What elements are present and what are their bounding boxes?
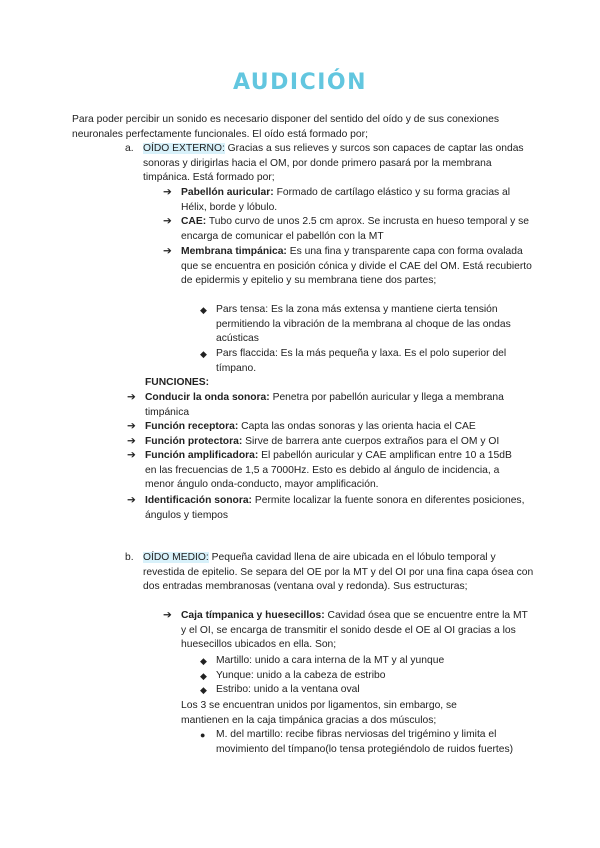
list-item xyxy=(127,391,527,420)
section-b-text: Pequeña cavidad llena de aire ubicada en el lóbulo temporal y revestida de epitelio. Se separa del OE por la MT y del OI por una fina capa ósea con dos entradas membranosas (ventana oval y redonda). Sus estructuras; xyxy=(143,552,534,593)
part-text: Pars flaccida: Es la más pequeña y laxa. Es el polo superior del tímpano. xyxy=(216,348,507,374)
function-text: El pabellón auricular y CAE amplifican entre 10 a 15dB en las frecuencias de 1,5 a 7000Hz. Esto es debido al ángulo de incidencia, a menor ángulo onda-conducto, mayor amplificación. xyxy=(145,450,512,491)
list-item xyxy=(200,728,520,757)
bone-text: Yunque: unido a la cabeza de estribo xyxy=(216,670,386,681)
diamond-icon: ◆ xyxy=(200,656,207,666)
arrow-icon: ➔ xyxy=(127,421,136,432)
function-text: Penetra por pabellón auricular y llega a membrana timpánica xyxy=(145,392,504,418)
function-text: Capta las ondas sonoras y las orienta hacia el CAE xyxy=(238,421,476,432)
arrow-icon: ➔ xyxy=(127,392,136,403)
item-text: Formado de cartílago elástico y su forma gracias al Hélix, borde y lóbulo. xyxy=(181,187,511,213)
bone-text: Martillo: unido a cara interna de la MT y al yunque xyxy=(216,655,445,666)
list-item xyxy=(127,494,527,523)
section-middle-ear xyxy=(125,551,537,595)
function-term: Identificación sonora: xyxy=(145,495,252,506)
note-paragraph: Los 3 se encuentran unidos por ligamentos, sin embargo, se mantienen en la caja timpánica gracias a dos músculos; xyxy=(181,700,457,726)
item-term: Membrana timpánica: xyxy=(181,246,287,257)
item-text: Cavidad ósea que se encuentre entre la MT y el OI, se encarga de transmitir el sonido desde el OE al OI gracias a los huesecillos ubicados en ella. Son; xyxy=(181,610,528,651)
section-a-text: Gracias a sus relieves y surcos son capaces de captar las ondas sonoras y dirigirlas hacia el OM, por donde primero pasará por la membrana timpánica. Está formado por; xyxy=(143,143,524,184)
diamond-icon: ◆ xyxy=(200,305,207,315)
list-item xyxy=(163,215,535,244)
arrow-icon: ➔ xyxy=(127,495,136,506)
intro-paragraph: Para poder percibir un sonido es necesario disponer del sentido del oído y de sus conexiones neuronales perfectamente funcionales. El oído está formado por; xyxy=(72,114,500,140)
list-item xyxy=(127,449,522,493)
muscle-text: M. del martillo: recibe fibras nerviosas del trigémino y limita el movimiento del tímpano(lo tensa protegiéndolo de ruidos fuertes) xyxy=(216,729,514,755)
function-term: Función amplificadora: xyxy=(145,450,259,461)
list-item xyxy=(200,683,520,698)
list-item xyxy=(127,420,527,435)
arrow-icon: ➔ xyxy=(163,610,172,621)
section-outer-ear xyxy=(125,142,535,186)
list-item xyxy=(200,347,530,376)
section-b-marker: b. xyxy=(125,552,134,563)
list-item xyxy=(163,609,535,653)
functions-heading-text: FUNCIONES: xyxy=(145,377,210,388)
section-a-heading: OÍDO EXTERNO: xyxy=(143,143,225,154)
function-term: Función receptora: xyxy=(145,421,239,432)
functions-heading xyxy=(145,376,209,391)
list-item xyxy=(200,654,520,669)
list-item xyxy=(163,186,535,215)
section-b-heading: OÍDO MEDIO: xyxy=(143,552,209,563)
list-item xyxy=(200,303,530,347)
bullet-icon: ● xyxy=(200,730,206,740)
bone-text: Estribo: unido a la ventana oval xyxy=(216,684,360,695)
part-text: Pars tensa: Es la zona más extensa y mantiene cierta tensión permitiendo la vibración de la membrana al choque de las ondas acústicas xyxy=(216,304,511,345)
list-item xyxy=(127,435,537,450)
arrow-icon: ➔ xyxy=(127,450,136,461)
arrow-icon: ➔ xyxy=(127,436,136,447)
section-a-marker: a. xyxy=(125,143,134,154)
item-term: CAE: xyxy=(181,216,207,227)
list-item xyxy=(200,669,520,684)
page-title: AUDICIÓN xyxy=(232,70,368,95)
item-text: Es una fina y transparente capa con forma ovalada que se encuentra en posición cónica y divide el CAE del OM. Está recubierto de epidermis y epitelio y su membrana tiene dos partes; xyxy=(181,246,532,287)
function-term: Función protectora: xyxy=(145,436,243,447)
diamond-icon: ◆ xyxy=(200,685,207,695)
item-term: Pabellón auricular: xyxy=(181,187,274,198)
function-term: Conducir la onda sonora: xyxy=(145,392,270,403)
diamond-icon: ◆ xyxy=(200,671,207,681)
arrow-icon: ➔ xyxy=(163,246,172,257)
item-term: Caja tímpanica y huesecillos: xyxy=(181,610,325,621)
item-text: Tubo curvo de unos 2.5 cm aprox. Se incrusta en hueso temporal y se encarga de comunicar el pabellón con la MT xyxy=(181,216,529,242)
function-text: Permite localizar la fuente sonora en diferentes posiciones, ángulos y tiempos xyxy=(145,495,525,521)
list-item xyxy=(163,245,535,289)
arrow-icon: ➔ xyxy=(163,187,172,198)
function-text: Sirve de barrera ante cuerpos extraños para el OM y OI xyxy=(242,436,500,447)
arrow-icon: ➔ xyxy=(163,216,172,227)
diamond-icon: ◆ xyxy=(200,349,207,359)
